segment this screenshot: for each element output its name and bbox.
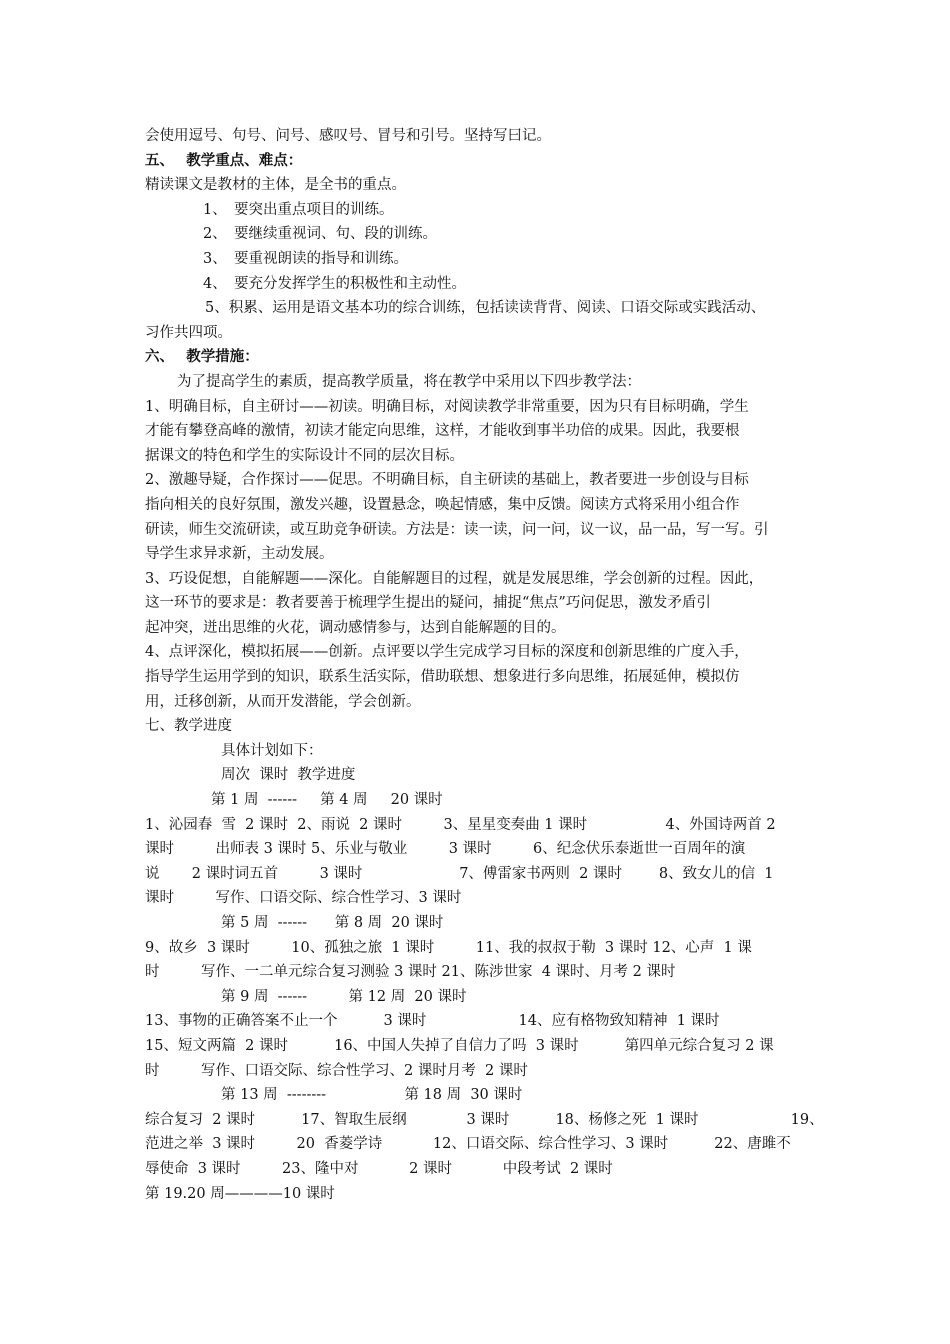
schedule-line: 时 写作、口语交际、综合性学习、2 课时月考 2 课时 (145, 1062, 528, 1079)
list-item: 5、积累、运用是语文基本功的综合训练，包括读读背背、阅读、口语交际或实践活动、 (205, 300, 766, 317)
text-line: 精读课文是教材的主体，是全书的重点。 (145, 177, 406, 194)
section-heading-5: 五、 教学重点、难点： (145, 151, 303, 169)
schedule-period: 第 5 周 ------ 第 8 周 20 课时 (221, 915, 444, 931)
text-line: 据课文的特色和学生的实际设计不同的层次目标。 (145, 447, 464, 464)
text-line: 4、点评深化，模拟拓展——创新。点评要以学生完成学习目标的深度和创新思维的广度入手， (145, 644, 749, 661)
list-item: 4、 要充分发挥学生的积极性和主动性。 (203, 275, 466, 292)
list-item: 3、 要重视朗读的指导和训练。 (203, 250, 408, 267)
schedule-period: 第 13 周 -------- 第 18 周 30 课时 (221, 1087, 523, 1104)
text-line: 2、激趣导疑，合作探讨——促思。不明确目标，自主研读的基础上，教者要进一步创设与目标 (145, 472, 749, 489)
text-line: 才能有攀登高峰的激情，初读才能定向思维，这样，才能收到事半功倍的成果。因此，我要根 (145, 423, 740, 440)
text-line: 研读，师生交流研读，或互助竞争研读。方法是：读一读，问一问，议一议，品一品，写一写。引 (145, 521, 769, 538)
schedule-line: 课时 出师表 3 课时 5、乐业与敬业 3 课时 6、纪念伏乐泰逝世一百周年的演 (145, 841, 746, 858)
text-line: 会使用逗号、句号、问号、感叹号、冒号和引号。坚持写曰记。 (145, 128, 551, 144)
schedule-period: 第 9 周 ------ 第 12 周 20 课时 (221, 988, 467, 1005)
schedule-line: 范进之举 3 课时 20 香菱学诗 12、口语交际、综合性学习、3 课时 22、唐雎不 (145, 1136, 791, 1153)
schedule-line: 综合复习 2 课时 17、智取生辰纲 3 课时 18、杨修之死 1 课时 19、 (145, 1111, 824, 1128)
text-line: 习作共四项。 (145, 324, 232, 341)
document-body (145, 124, 824, 1206)
text-line: 导学生求异求新，主动发展。 (145, 546, 334, 563)
schedule-line: 15、短文两篇 2 课时 16、中国人失掉了自信力了吗 3 课时 第四单元综合复习 2 课 (145, 1037, 774, 1054)
list-item: 1、 要突出重点项目的训练。 (203, 201, 394, 218)
text-line: 具体计划如下： (221, 742, 323, 759)
section-heading-7: 七、教学进度 (145, 718, 232, 735)
text-line: 用，迁移创新，从而开发潜能，学会创新。 (145, 693, 421, 710)
schedule-period: 第 1 周 ------ 第 4 周 20 课时 (211, 792, 443, 809)
schedule-line: 说 2 课时词五首 3 课时 7、傅雷家书两则 2 课时 8、致女儿的信 1 (145, 865, 774, 882)
section-heading-6: 六、 教学措施： (145, 348, 259, 366)
text-line: 起冲突，迸出思维的火花，调动感情参与，达到自能解题的目的。 (145, 619, 566, 636)
schedule-line: 9、故乡 3 课时 10、孤独之旅 1 课时 11、我的叔叔于勒 3 课时 12、心声 1 课 (145, 939, 752, 956)
schedule-line: 时 写作、一二单元综合复习测验 3 课时 21、陈涉世家 4 课时、月考 2 课时 (145, 964, 676, 981)
schedule-header: 周次 课时 教学进度 (221, 767, 356, 784)
schedule-line: 1、沁园春 雪 2 课时 2、雨说 2 课时 3、星星变奏曲 1 课时 4、外国诗两首 2 (145, 816, 776, 833)
schedule-line: 辱使命 3 课时 23、隆中对 2 课时 中段考试 2 课时 (145, 1160, 613, 1177)
text-line: 这一环节的要求是：教者要善于梳理学生提出的疑问，捕捉“焦点”巧问促思，激发矛盾引 (145, 595, 711, 612)
schedule-line: 课时 写作、口语交际、综合性学习、3 课时 (145, 890, 462, 907)
text-line: 为了提高学生的素质，提高教学质量，将在教学中采用以下四步教学法： (177, 373, 641, 390)
list-item: 2、 要继续重视词、句、段的训练。 (203, 226, 437, 243)
text-line: 1、明确目标，自主研讨——初读。明确目标，对阅读教学非常重要，因为只有目标明确，学生 (145, 398, 749, 415)
schedule-line: 13、事物的正确答案不止一个 3 课时 14、应有格物致知精神 1 课时 (145, 1013, 720, 1030)
text-line: 指向相关的良好氛围，激发兴趣，设置悬念，唤起情感，集中反馈。阅读方式将采用小组合作 (145, 496, 740, 513)
schedule-period: 第 19.20 周————10 课时 (145, 1185, 335, 1202)
text-line: 指导学生运用学到的知识，联系生活实际，借助联想、想象进行多向思维，拓展延伸，模拟仿 (145, 669, 740, 686)
text-line: 3、巧设促想，自能解题——深化。自能解题目的过程，就是发展思维，学会创新的过程。因此， (145, 570, 764, 587)
